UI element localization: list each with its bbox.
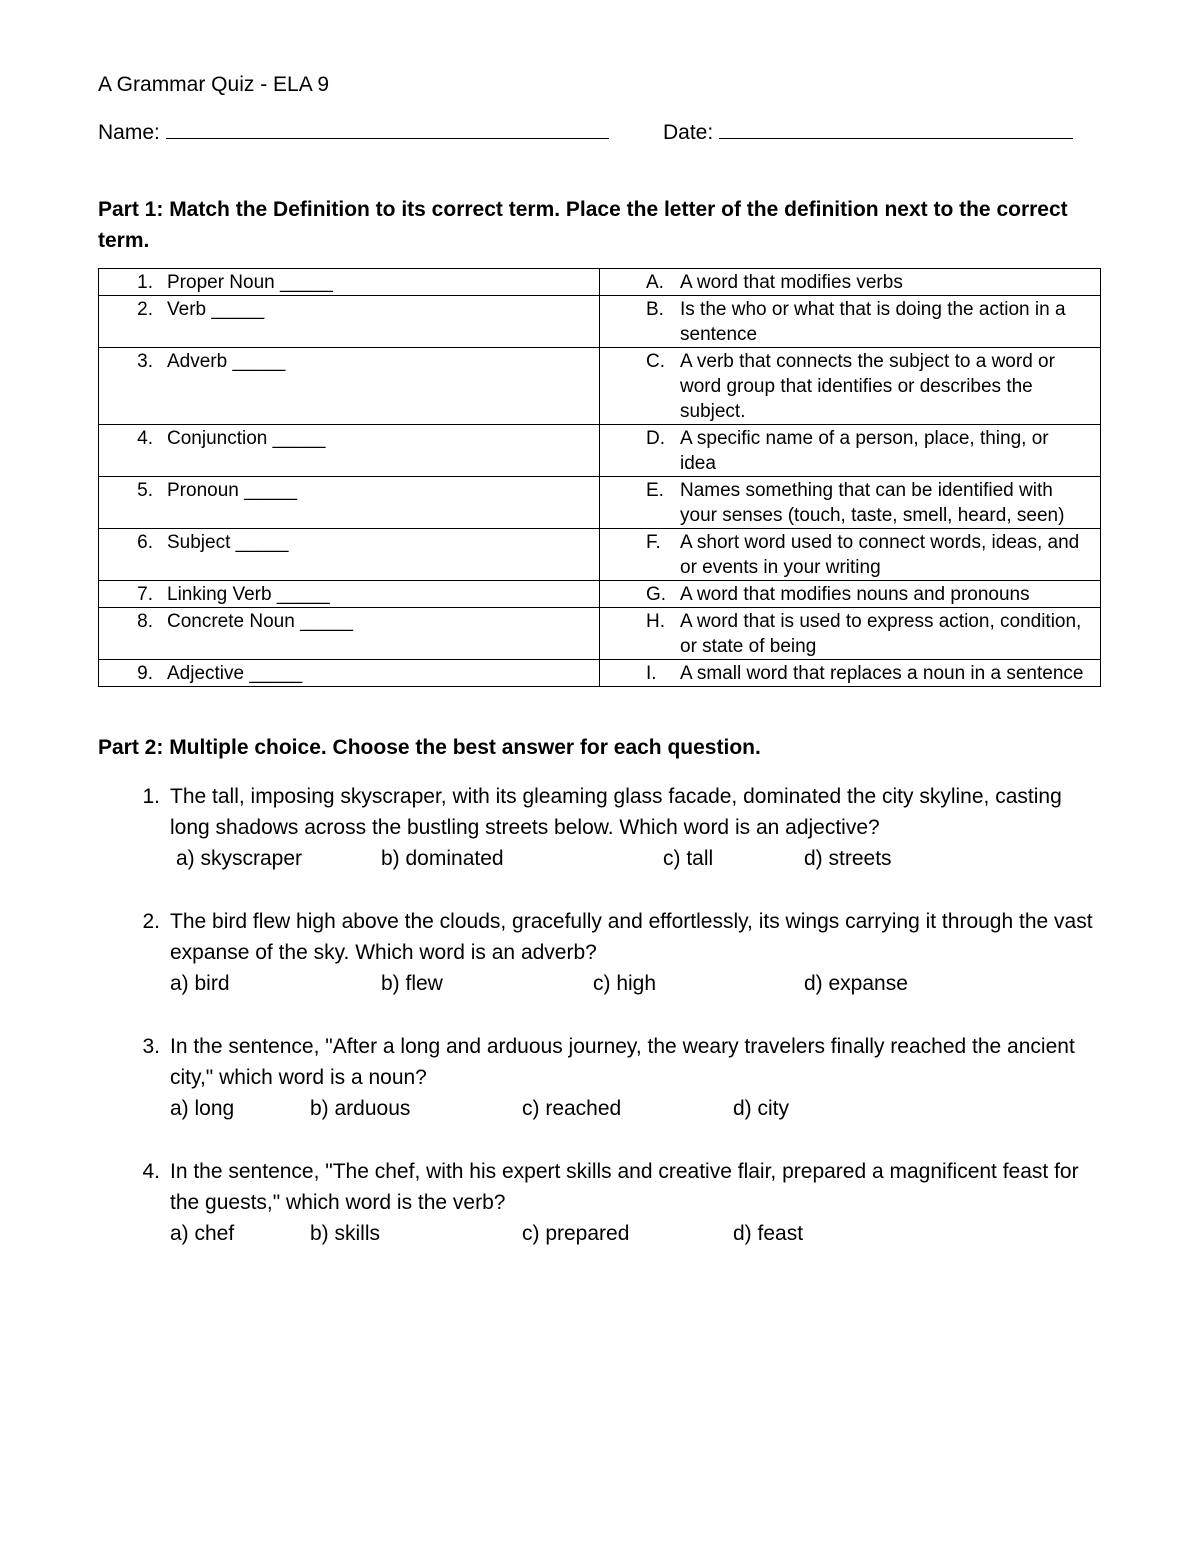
answer-option[interactable]: a) long (170, 1097, 235, 1120)
answer-option[interactable]: c) reached (522, 1097, 622, 1120)
term-text[interactable]: Subject _____ (167, 532, 289, 553)
table-row (99, 608, 1101, 660)
question-text: The bird flew high above the clouds, gracefully and effortlessly, its wings carrying it through the vast expanse of the sky. Which word is an adverb? (170, 910, 1093, 964)
table-row (99, 581, 1101, 608)
answer-option[interactable]: d) expanse (804, 972, 908, 995)
term-number: 3. (137, 351, 153, 372)
answer-option[interactable]: a) chef (170, 1222, 235, 1245)
definition-letter: C. (646, 351, 665, 372)
question-item (98, 1031, 1102, 1124)
definition-cell (600, 425, 1101, 477)
name-blank-line[interactable] (166, 116, 609, 139)
question-number: 3. (142, 1035, 160, 1058)
table-row (99, 348, 1101, 425)
definition-letter: A. (646, 272, 664, 293)
definition-cell (600, 529, 1101, 581)
term-number: 2. (137, 299, 153, 320)
term-number: 7. (137, 584, 153, 605)
definition-cell (600, 477, 1101, 529)
definition-text: A verb that connects the subject to a word or word group that identifies or describes the subject. (680, 351, 1055, 422)
definition-cell (600, 348, 1101, 425)
answer-option[interactable]: d) city (733, 1097, 790, 1120)
table-row (99, 660, 1101, 687)
table-row (99, 425, 1101, 477)
term-number: 4. (137, 428, 153, 449)
term-number: 9. (137, 663, 153, 684)
term-number: 5. (137, 480, 153, 501)
definition-text: A word that modifies verbs (680, 272, 903, 293)
question-number: 4. (142, 1160, 160, 1183)
table-row (99, 529, 1101, 581)
name-label: Name: (98, 121, 160, 144)
question-item (98, 906, 1102, 999)
quiz-page (98, 70, 1102, 1249)
term-cell (99, 581, 600, 608)
definition-cell (600, 296, 1101, 348)
definition-text: A specific name of a person, place, thing, or idea (680, 428, 1049, 474)
term-text[interactable]: Concrete Noun _____ (167, 611, 353, 632)
question-item (98, 1156, 1102, 1249)
answer-option[interactable]: a) bird (170, 972, 230, 995)
answer-option[interactable]: c) high (593, 972, 657, 995)
term-cell (99, 296, 600, 348)
answer-options (170, 968, 1102, 999)
term-cell (99, 660, 600, 687)
term-text[interactable]: Adverb _____ (167, 351, 286, 372)
question-list (98, 781, 1102, 1249)
term-text[interactable]: Adjective _____ (167, 663, 303, 684)
definition-letter: B. (646, 299, 664, 320)
part2-instructions: Part 2: Multiple choice. Choose the best answer for each question. (98, 736, 761, 759)
definition-text: A word that modifies nouns and pronouns (680, 584, 1030, 605)
definition-letter: F. (646, 532, 661, 553)
answer-option[interactable]: d) feast (733, 1222, 804, 1245)
part1-instructions: Part 1: Match the Definition to its correct term. Place the letter of the definition next to the correct term. (98, 198, 1068, 252)
definition-letter: E. (646, 480, 664, 501)
term-cell (99, 269, 600, 296)
term-number: 1. (137, 272, 153, 293)
answer-option[interactable]: c) tall (663, 847, 714, 870)
answer-option[interactable]: a) skyscraper (176, 847, 303, 870)
term-text[interactable]: Verb _____ (167, 299, 265, 320)
definition-letter: H. (646, 611, 665, 632)
answer-option[interactable]: b) skills (310, 1222, 381, 1245)
definition-text: A word that is used to express action, condition, or state of being (680, 611, 1082, 657)
question-number: 1. (142, 785, 160, 808)
answer-options (170, 843, 1102, 874)
definition-text: Names something that can be identified with your senses (touch, taste, smell, heard, seen) (680, 480, 1065, 526)
term-text[interactable]: Linking Verb _____ (167, 584, 330, 605)
definition-cell (600, 660, 1101, 687)
name-date-row (98, 116, 1102, 146)
date-field (663, 116, 1073, 148)
definition-cell (600, 269, 1101, 296)
term-cell (99, 348, 600, 425)
term-cell (99, 425, 600, 477)
question-text: In the sentence, "The chef, with his expert skills and creative flair, prepared a magnificent feast for the guests," which word is the verb? (170, 1160, 1079, 1214)
definition-cell (600, 581, 1101, 608)
date-label: Date: (663, 121, 714, 144)
term-number: 6. (137, 532, 153, 553)
definition-letter: I. (646, 663, 657, 684)
definition-text: Is the who or what that is doing the action in a sentence (680, 299, 1066, 345)
question-text: The tall, imposing skyscraper, with its gleaming glass facade, dominated the city skyline, casting long shadows across the bustling streets below. Which word is an adjective? (170, 785, 1062, 839)
table-row (99, 269, 1101, 296)
answer-option[interactable]: b) arduous (310, 1097, 411, 1120)
term-text[interactable]: Proper Noun _____ (167, 272, 333, 293)
question-text: In the sentence, "After a long and arduous journey, the weary travelers finally reached the ancient city," which word is a noun? (170, 1035, 1075, 1089)
answer-option[interactable]: b) dominated (381, 847, 504, 870)
date-blank-line[interactable] (719, 116, 1073, 139)
page-title: A Grammar Quiz - ELA 9 (98, 73, 330, 96)
term-cell (99, 608, 600, 660)
definition-letter: D. (646, 428, 665, 449)
question-item (98, 781, 1102, 874)
table-row (99, 477, 1101, 529)
definition-letter: G. (646, 584, 667, 605)
answer-options (170, 1093, 1102, 1124)
definition-text: A small word that replaces a noun in a sentence (680, 663, 1084, 684)
answer-options (170, 1218, 1102, 1249)
term-number: 8. (137, 611, 153, 632)
name-field (98, 116, 609, 148)
term-cell (99, 529, 600, 581)
answer-option[interactable]: d) streets (804, 847, 892, 870)
definition-text: A short word used to connect words, ideas, and or events in your writing (680, 532, 1080, 578)
definition-cell (600, 608, 1101, 660)
question-number: 2. (142, 910, 160, 933)
term-text[interactable]: Conjunction _____ (167, 428, 326, 449)
term-text[interactable]: Pronoun _____ (167, 480, 297, 501)
answer-option[interactable]: b) flew (381, 972, 443, 995)
term-cell (99, 477, 600, 529)
answer-option[interactable]: c) prepared (522, 1222, 630, 1245)
matching-table (98, 268, 1101, 687)
table-row (99, 296, 1101, 348)
